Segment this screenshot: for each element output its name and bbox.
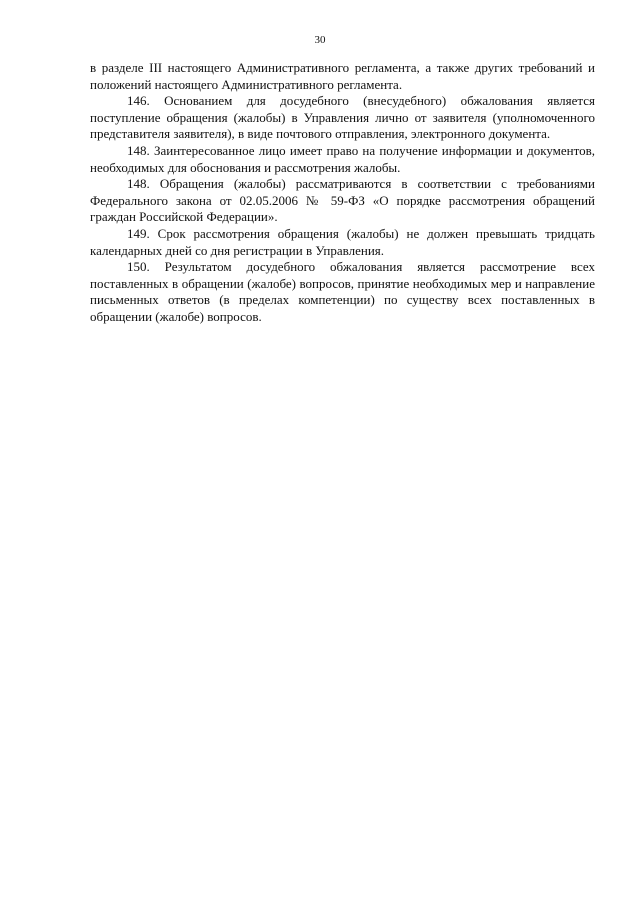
paragraph-146: 146. Основанием для досудебного (внесудебного) обжалования является поступление обращения (жалобы) в Управления лично от заявителя (уполномоченного представителя заявителя), в виде почтового отправления, электронного документа. [90,93,595,142]
paragraph-148-info: 148. Заинтересованное лицо имеет право на получение информации и документов, необходимых для обоснования и рассмотрения жалобы. [90,142,595,175]
paragraph-149: 149. Срок рассмотрения обращения (жалобы) не должен превышать тридцать календарных дней со дня регистрации в Управления. [90,225,595,258]
page-number: 30 [314,34,326,46]
paragraph-148-law: 148. Обращения (жалобы) рассматриваются в соответствии с требованиями Федерального закона от 02.05.2006 № 59-ФЗ «О порядке рассмотрения обращений граждан Российской Федерации». [90,176,595,225]
paragraph-continuation: в разделе III настоящего Административного регламента, а также других требований и положений настоящего Административного регламента. [90,60,595,92]
paragraph-150: 150. Результатом досудебного обжалования является рассмотрение всех поставленных в обращении (жалобе) вопросов, принятие необходимых мер и направление письменных ответов (в пределах компетенции) по существу всех поставленных в обращении (жалобе) вопросов. [90,259,595,324]
document-body [90,60,595,326]
